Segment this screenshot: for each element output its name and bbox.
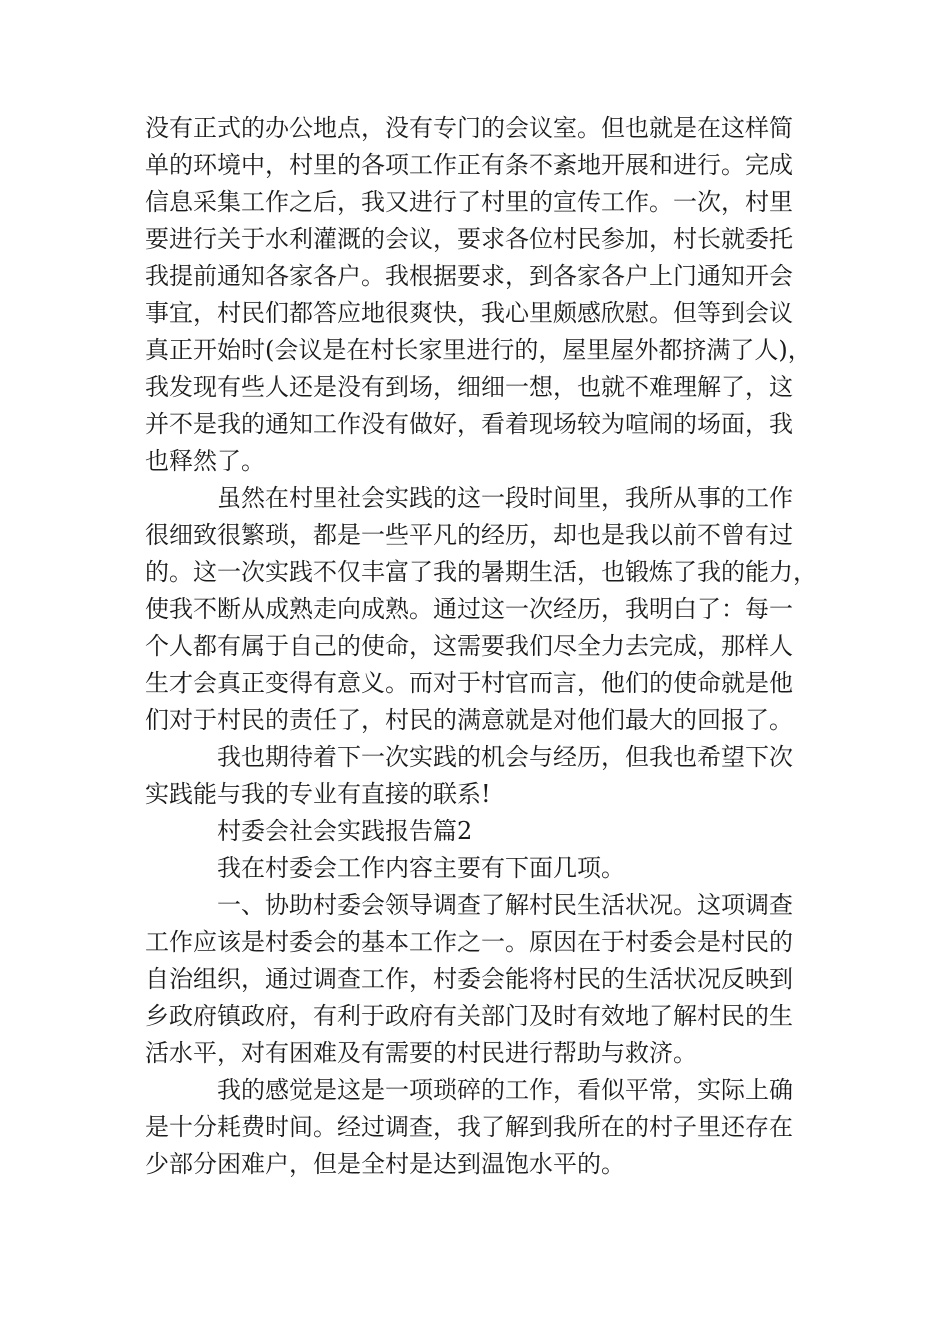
- text-line: 并不是我的通知工作没有做好，看着现场较为喧闹的场面，我: [145, 410, 793, 438]
- text-line: 真正开始时(会议是在村长家里进行的，屋里屋外都挤满了人)，: [145, 336, 812, 364]
- text-line: 我发现有些人还是没有到场，细细一想，也就不难理解了，这: [145, 373, 793, 401]
- text-line: 信息采集工作之后，我又进行了村里的宣传工作。一次，村里: [145, 188, 793, 216]
- text-line: 乡政府镇政府，有利于政府有关部门及时有效地了解村民的生: [145, 1002, 793, 1030]
- text-line: 们对于村民的责任了，村民的满意就是对他们最大的回报了。: [145, 706, 793, 734]
- text-line: 我的感觉是这是一项琐碎的工作，看似平常，实际上确: [217, 1076, 793, 1104]
- text-line: 的。这一次实践不仅丰富了我的暑期生活，也锻炼了我的能力，: [145, 558, 817, 586]
- text-line: 村委会社会实践报告篇2: [217, 817, 473, 845]
- text-line: 实践能与我的专业有直接的联系!: [145, 780, 491, 808]
- text-line: 没有正式的办公地点，没有专门的会议室。但也就是在这样简: [145, 114, 793, 142]
- text-line: 我也期待着下一次实践的机会与经历，但我也希望下次: [217, 743, 793, 771]
- text-line: 少部分困难户，但是全村是达到温饱水平的。: [145, 1150, 625, 1178]
- text-line: 工作应该是村委会的基本工作之一。原因在于村委会是村民的: [145, 928, 793, 956]
- text-line: 我提前通知各家各户。我根据要求，到各家各户上门通知开会: [145, 262, 793, 290]
- text-line: 活水平，对有困难及有需要的村民进行帮助与救济。: [145, 1039, 697, 1067]
- text-line: 也释然了。: [145, 447, 265, 475]
- text-line: 使我不断从成熟走向成熟。通过这一次经历，我明白了：每一: [145, 595, 793, 623]
- text-line: 单的环境中，村里的各项工作正有条不紊地开展和进行。完成: [145, 151, 793, 179]
- text-line: 一、协助村委会领导调查了解村民生活状况。这项调查: [217, 891, 793, 919]
- text-line: 我在村委会工作内容主要有下面几项。: [217, 854, 625, 882]
- text-line: 很细致很繁琐，都是一些平凡的经历，却也是我以前不曾有过: [145, 521, 793, 549]
- text-line: 是十分耗费时间。经过调查，我了解到我所在的村子里还存在: [145, 1113, 793, 1141]
- text-line: 要进行关于水利灌溉的会议，要求各位村民参加，村长就委托: [145, 225, 793, 253]
- text-line: 个人都有属于自己的使命，这需要我们尽全力去完成，那样人: [145, 632, 793, 660]
- text-line: 自治组织，通过调查工作，村委会能将村民的生活状况反映到: [145, 965, 793, 993]
- text-line: 虽然在村里社会实践的这一段时间里，我所从事的工作: [217, 484, 793, 512]
- document-body: [145, 110, 817, 1183]
- text-line: 事宜，村民们都答应地很爽快，我心里颇感欣慰。但等到会议: [145, 299, 793, 327]
- text-line: 生才会真正变得有意义。而对于村官而言，他们的使命就是他: [145, 669, 793, 697]
